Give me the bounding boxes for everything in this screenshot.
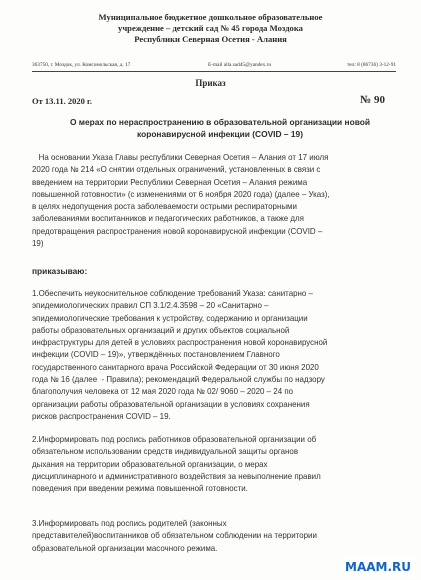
item-line: 1.Обеспечить неукоснительное соблюдение требований Указа: санитарно –: [32, 289, 313, 298]
order-item-3: [32, 518, 396, 555]
preamble-line: 19): [32, 239, 44, 249]
item-line: 2.Информировать под роспись работников образовательной организации об: [32, 435, 317, 444]
item-line: образовательной организации масочного режима.: [32, 543, 218, 553]
item-line: эпидемиологические требования к устройству, содержанию и организации: [32, 313, 308, 323]
item-line: дыхания на территории образовательной организации, о мерах: [32, 459, 268, 469]
letterhead-line: Республики Северная Осетия - Алания: [134, 34, 287, 44]
document-title: Приказ: [195, 78, 226, 88]
order-item-2: [32, 434, 396, 495]
item-line: представителей)воспитанников об обязательном соблюдении на территории: [32, 531, 317, 541]
letterhead-line: учреждение – детский сад № 45 города Моздока: [118, 23, 303, 33]
item-line: эпидемиологических правил СП 3.1/2.4.3598 – 20 «Санитарно –: [32, 301, 269, 311]
letterhead: [0, 12, 421, 45]
item-line: года № 16 (далее - Правила); рекомендаций Федеральной службы по надзору: [32, 375, 325, 385]
item-line: рисков распространения COVID – 19.: [32, 411, 171, 421]
item-line: работы образовательных организаций и других объектов социальной: [32, 325, 290, 335]
letterhead-divider: [32, 71, 396, 72]
contact-phone: тел: 8 (86736) 3-12-91: [347, 62, 396, 68]
item-line: инфекции (COVID – 19)», утверждённых постановлением Главного: [32, 350, 280, 360]
preamble-line: 2020 года № 214 «О снятии отдельных ограничений, установленных в связи с: [32, 165, 321, 175]
preamble-line: На основании Указа Главы республики Северная Осетия – Алания от 17 июля: [32, 153, 329, 162]
item-line: обязательном использовании средств индивидуальной защиты органов: [32, 447, 299, 457]
order-date: От 13.11. 2020 г.: [32, 96, 92, 106]
preamble-line: заболеваниями воспитанников и педагогических работников, а также для: [32, 214, 304, 224]
preamble-line: предотвращения распространения новой коронавирусной инфекции (COVID –: [32, 226, 323, 236]
subject-line: коронавирусной инфекции (COVID – 19): [137, 129, 303, 139]
item-line: дисциплинарного и административного воздействия за невыполнение правил: [32, 471, 321, 481]
maam-watermark: MAAM.RU: [341, 557, 415, 577]
item-line: организации работы образовательной организации в условиях сохранения: [32, 399, 310, 409]
preamble: [32, 152, 396, 250]
contact-email: E-mail alla.sad45@yandex.ru: [208, 62, 271, 68]
contact-address: 363750, г. Моздок, ул. Комсомольская, д. 17: [32, 62, 131, 68]
item-line: инфраструктуры для детей в условиях распространения новой коронавирусной: [32, 338, 328, 348]
preamble-line: в целях недопущения роста заболеваемости острыми респираторными: [32, 202, 297, 212]
letterhead-line: Муниципальное бюджетное дошкольное образовательное: [98, 12, 323, 22]
item-line: государственного санитарного врача Российской Федерации от 30 июня 2020: [32, 362, 319, 372]
order-number: № 90: [360, 94, 385, 106]
preamble-line: введением на территории Республики Северная Осетия – Алания режима: [32, 177, 308, 187]
subject-line: О мерах по нераспространению в образовательной организации новой: [69, 117, 371, 127]
item-line: благополучия человека от 12 мая 2020 года № 02/ 9060 – 2020 – 24 по: [32, 387, 294, 397]
order-subject: [50, 116, 390, 140]
item-line: 3.Информировать под роспись родителей (законных: [32, 519, 227, 528]
item-line: поведения при введении режима повышенной готовности.: [32, 484, 248, 494]
order-keyword: приказываю:: [32, 266, 88, 276]
preamble-line: повышенной готовности» (с изменениями от 6 ноября 2020 года) (далее – Указ),: [32, 189, 330, 199]
order-item-1: [32, 288, 396, 423]
